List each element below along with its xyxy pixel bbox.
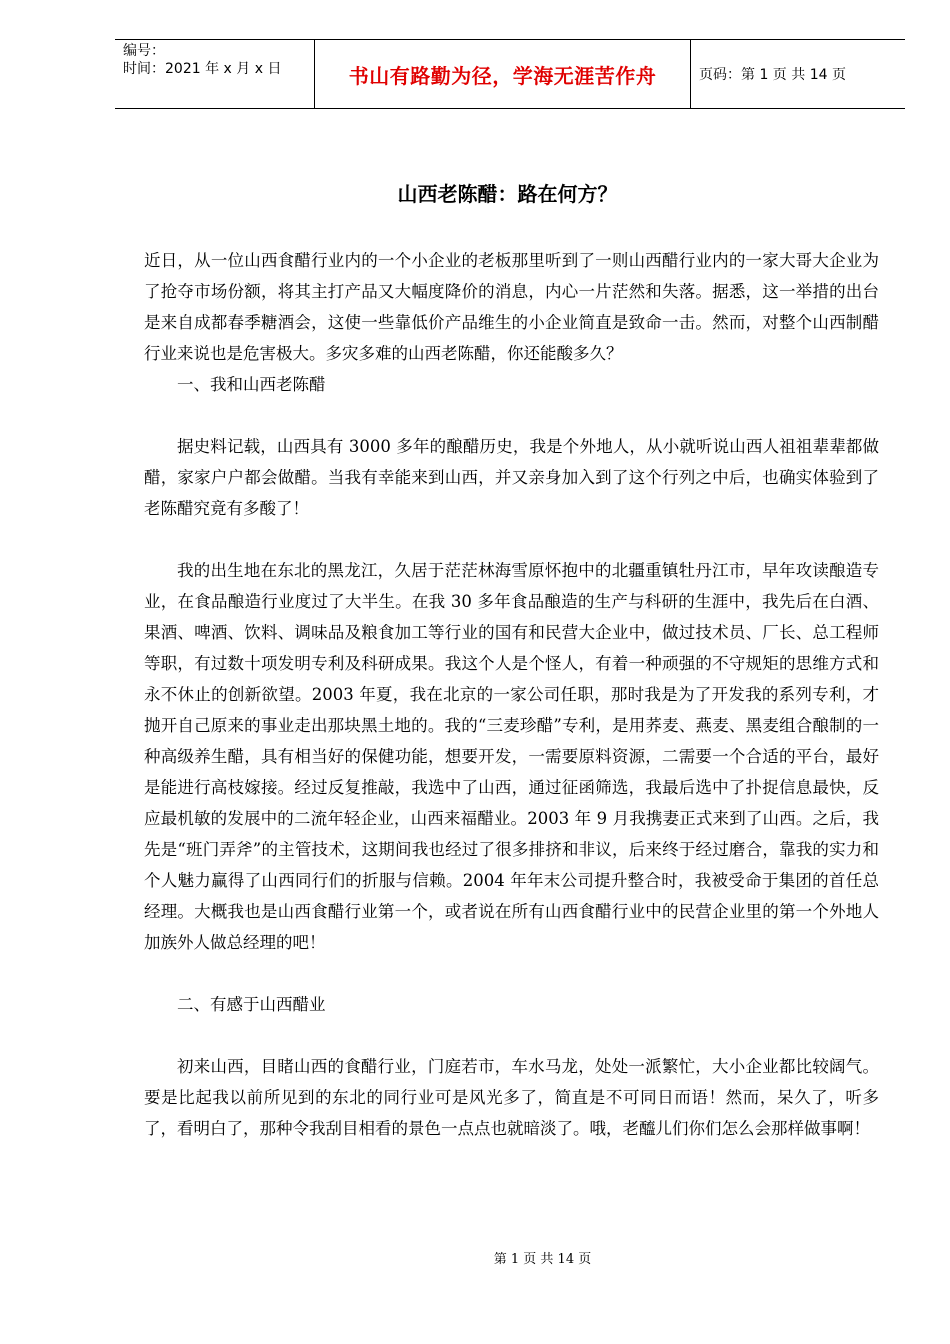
page-header (115, 39, 905, 109)
document-date: 时间：2021 年 x 月 x 日 (123, 61, 282, 77)
page-footer: 第 1 页 共 14 页 (493, 1252, 592, 1267)
header-motto: 书山有路勤为径，学海无涯苦作舟 (315, 40, 691, 108)
header-page-info: 页码：第 1 页 共 14 页 (699, 67, 846, 83)
paragraph-background: 我的出生地在东北的黑龙江，久居于茫茫林海雪原怀抱中的北疆重镇牡丹江市，早年攻读酿造专业，在食品酿造行业度过了大半生。在我 30 多年食品酿造的生产与科研的生涯中，我先后在白酒、果酒、啤酒、饮料、调味品及粮食加工等行业的国有和民营大企业中，做过技术员、厂长、总工程师等职，有过数十项发明专利及科研成果。我这个人是个怪人，有着一种顽强的不守规矩的思维方式和永不休止的创新欲望。2003 年夏，我在北京的一家公司任职，那时我是为了开发我的系列专利，才抛开自己原来的事业走出那块黑土地的。我的“三麦珍醋”专利，是用荞麦、燕麦、黑麦组合酿制的一种高级养生醋，具有相当好的保健功能，想要开发，一需要原料资源，二需要一个合适的平台，最好是能进行高枝嫁接。经过反复推敲，我选中了山西，通过征函筛选，我最后选中了扑捉信息最快，反应最机敏的发展中的二流年轻企业，山西来福醋业。2003 年 9 月我携妻正式来到了山西。之后，我先是“班门弄斧”的主管技术，这期间我也经过了很多排挤和非议，后来终于经过磨合，靠我的实力和个人魅力赢得了山西同行们的折服与信赖。2004 年年末公司提升整合时，我被受命于集团的首任总经理。大概我也是山西食醋行业第一个，或者说在所有山西食醋行业中的民营企业里的第一个外地人加族外人做总经理的吧！ (144, 561, 879, 952)
document-body (144, 245, 879, 1144)
paragraph-history: 据史料记载，山西具有 3000 多年的酿醋历史，我是个外地人，从小就听说山西人祖祖辈辈都做醋，家家户户都会做醋。当我有幸能来到山西，并又亲身加入到了这个行列之中后，也确实体验到了老陈醋究竟有多酸了！ (144, 437, 879, 518)
document-title: 山西老陈醋：路在何方？ (397, 182, 618, 206)
section-heading-2: 二、有感于山西醋业 (177, 995, 326, 1014)
document-number: 编号： (123, 43, 165, 59)
section-heading-1: 一、我和山西老陈醋 (177, 375, 326, 394)
paragraph-impressions: 初来山西，目睹山西的食醋行业，门庭若市，车水马龙，处处一派繁忙，大小企业都比较阔气。要是比起我以前所见到的东北的同行业可是风光多了，简直是不可同日而语！然而，呆久了，听多了，看明白了，那种令我刮目相看的景色一点点也就暗淡了。哦，老醯儿们你们怎么会那样做事啊！ (144, 1057, 879, 1138)
paragraph-intro: 近日，从一位山西食醋行业内的一个小企业的老板那里听到了一则山西醋行业内的一家大哥大企业为了抢夺市场份额，将其主打产品又大幅度降价的消息，内心一片茫然和失落。据悉，这一举措的出台是来自成都春季糖酒会，这使一些靠低价产品维生的小企业简直是致命一击。然而，对整个山西制醋行业来说也是危害极大。多灾多难的山西老陈醋，你还能酸多久？ (144, 251, 879, 363)
header-meta (115, 40, 315, 108)
